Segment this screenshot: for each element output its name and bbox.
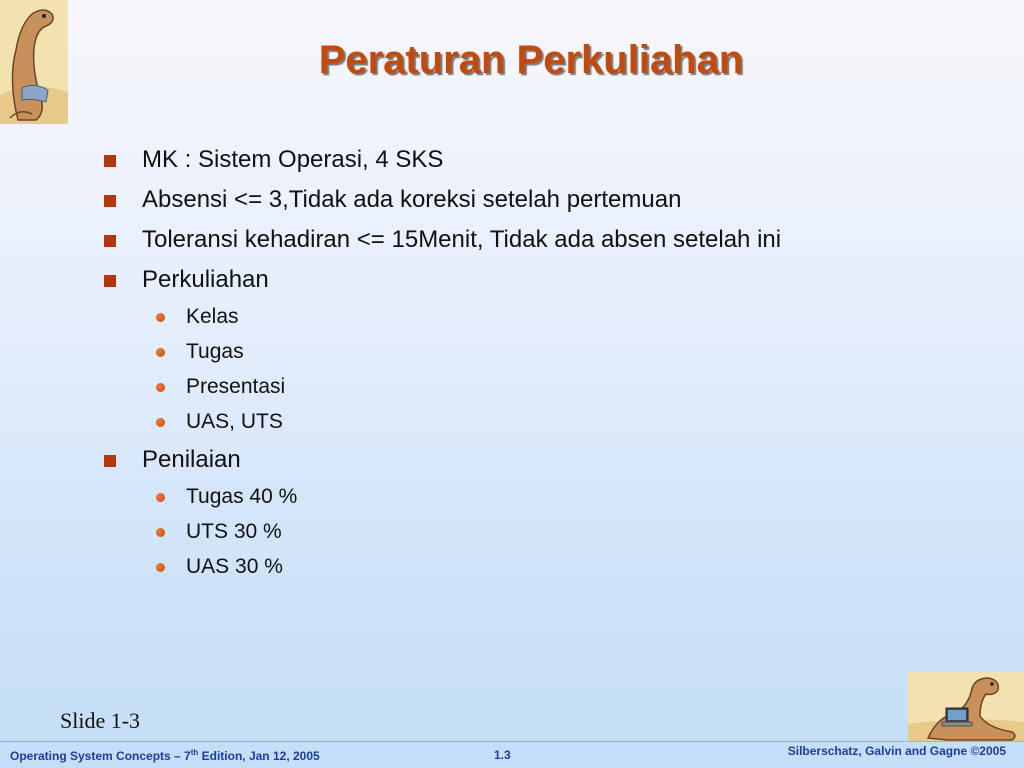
sub-bullet-item <box>104 407 984 442</box>
bullet-item <box>104 262 984 302</box>
square-bullet-icon <box>104 195 116 207</box>
round-bullet-icon <box>156 383 165 392</box>
square-bullet-icon <box>104 275 116 287</box>
round-bullet-icon <box>156 418 165 427</box>
bullet-item <box>104 182 984 222</box>
sub-bullet-text: Tugas <box>186 340 244 363</box>
sub-bullet-item <box>104 302 984 337</box>
sub-bullet-text: UAS 30 % <box>186 555 283 578</box>
square-bullet-icon <box>104 155 116 167</box>
bullet-item <box>104 222 984 262</box>
slide-number-label: Slide 1-3 <box>60 708 141 733</box>
sub-bullet-text: Tugas 40 % <box>186 485 298 508</box>
bullet-text: MK : Sistem Operasi, 4 SKS <box>142 146 444 173</box>
footer-divider <box>0 741 1024 742</box>
sub-bullet-text: Presentasi <box>186 375 286 398</box>
sub-bullet-item <box>104 552 984 587</box>
footer-copyright: Silberschatz, Galvin and Gagne ©2005 <box>787 744 1006 758</box>
sub-bullet-item <box>104 517 984 552</box>
round-bullet-icon <box>156 493 165 502</box>
sub-bullet-item <box>104 482 984 517</box>
bullet-text: Absensi <= 3,Tidak ada koreksi setelah pertemuan <box>142 186 682 213</box>
bullet-list <box>104 142 984 587</box>
sub-bullet-text: UTS 30 % <box>186 520 282 543</box>
sub-bullet-text: Kelas <box>186 305 239 328</box>
slide-title: Peraturan Perkuliahan <box>318 38 744 82</box>
round-bullet-icon <box>156 348 165 357</box>
bullet-text: Penilaian <box>142 446 241 473</box>
square-bullet-icon <box>104 455 116 467</box>
footer-book-info: Operating System Concepts – 7th Edition, Jan 12, 2005 <box>10 748 320 763</box>
footer <box>0 744 1024 768</box>
bullet-item <box>104 142 984 182</box>
round-bullet-icon <box>156 528 165 537</box>
round-bullet-icon <box>156 563 165 572</box>
sub-bullet-item <box>104 372 984 407</box>
round-bullet-icon <box>156 313 165 322</box>
sub-bullet-text: UAS, UTS <box>186 410 283 433</box>
sub-bullet-item <box>104 337 984 372</box>
bullet-text: Toleransi kehadiran <= 15Menit, Tidak ada absen setelah ini <box>142 226 782 253</box>
square-bullet-icon <box>104 235 116 247</box>
bullet-item <box>104 442 984 482</box>
bullet-text: Perkuliahan <box>142 266 269 293</box>
footer-page-number: 1.3 <box>494 748 511 762</box>
dinosaur-laptop-icon <box>908 672 1024 742</box>
